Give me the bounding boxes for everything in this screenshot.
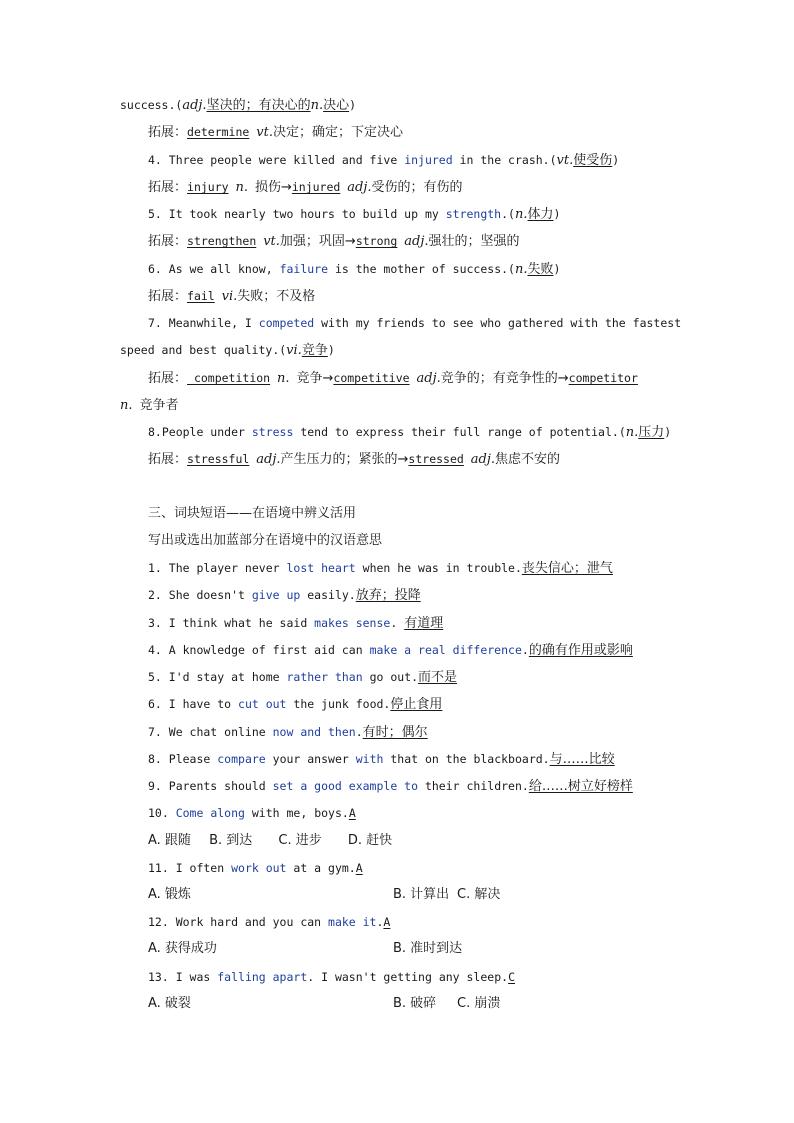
vocab-line-6: 拓展：strengthen vt.加强；巩固→strong adj.强壮的；坚强的 [148, 234, 520, 249]
section-instruction: 写出或选出加蓝部分在语境中的汉语意思 [148, 533, 383, 548]
phrase-item-5: 5. I'd stay at home rather than go out.而不是 [148, 670, 458, 685]
mc-option: A. 锻炼 [148, 887, 191, 902]
highlighted-phrase: falling apart [217, 970, 308, 984]
answer-word: strengthen [187, 234, 257, 248]
answer-text: 丧失信心；泄气 [521, 561, 613, 576]
answer-text: 决心 [323, 98, 350, 113]
answer-text: 体力 [527, 207, 554, 222]
mc-question-11: 11. I often work out at a gym.A [148, 861, 363, 875]
phrase-item-2: 2. She doesn't give up easily.放弃；投降 [148, 588, 421, 603]
phrase-item-7: 7. We chat online now and then.有时；偶尔 [148, 725, 428, 740]
answer-text: 坚决的；有决心的 [206, 98, 311, 113]
answer-text: 使受伤 [573, 153, 613, 168]
answer-word: stressed [408, 452, 464, 466]
vocab-line-9: 7. Meanwhile, I competed with my friends to see who gathered with the fastest [148, 316, 682, 330]
answer-text: 放弃；投降 [355, 588, 421, 603]
answer-word: competition [187, 371, 271, 385]
highlighted-phrase: set a good example to [272, 779, 419, 793]
highlighted-phrase: now and then [272, 725, 356, 739]
highlighted-phrase: compare [217, 752, 266, 766]
phrase-item-1: 1. The player never lost heart when he was in trouble.丧失信心；泄气 [148, 561, 613, 576]
vocab-line-2: 拓展：determine vt.决定；确定；下定决心 [148, 125, 403, 140]
answer-word: stressful [187, 452, 250, 466]
answer-word: injury [187, 180, 229, 194]
highlighted-word: strength [445, 207, 502, 221]
phrase-item-6: 6. I have to cut out the junk food.停止食用 [148, 697, 443, 712]
highlighted-phrase: cut out [238, 697, 287, 711]
answer-letter: A [383, 915, 391, 929]
mc-question-10: 10. Come along with me, boys.A [148, 806, 356, 820]
answer-text: 与……比较 [549, 752, 615, 767]
mc-question-12: 12. Work hard and you can make it.A [148, 915, 391, 929]
highlighted-word: failure [279, 262, 329, 276]
answer-text: 失败 [527, 262, 554, 277]
vocab-line-1: success.(adj.坚决的；有决心的n.决心) [120, 98, 357, 113]
highlighted-phrase: rather than [286, 670, 363, 684]
phrase-item-4: 4. A knowledge of first aid can make a real difference.的确有作用或影响 [148, 643, 633, 658]
answer-text: 有道理 [404, 616, 444, 631]
vocab-line-13: 8.People under stress tend to express their full range of potential.(n.压力) [148, 425, 672, 440]
vocab-line-5: 5. It took nearly two hours to build up my strength.(n.体力) [148, 207, 561, 222]
highlighted-phrase: lost heart [286, 561, 356, 575]
mc-option: B. 准时到达 [393, 941, 463, 956]
vocab-line-10: speed and best quality.(vi.竞争) [120, 343, 335, 358]
answer-text: 而不是 [418, 670, 458, 685]
answer-word: fail [187, 289, 215, 303]
phrase-item-8: 8. Please compare your answer with that on the blackboard.与……比较 [148, 752, 615, 767]
highlighted-word: injured [404, 153, 453, 167]
highlighted-phrase: makes sense [314, 616, 391, 630]
vocab-line-3: 4. Three people were killed and five injured in the crash.(vt.使受伤) [148, 153, 620, 168]
mc-option: C. 崩溃 [457, 996, 501, 1011]
mc-options-10 [148, 833, 392, 849]
mc-option: B. 破碎 [393, 996, 437, 1011]
mc-question-13: 13. I was falling apart. I wasn't getting any sleep.C [148, 970, 515, 984]
mc-option: A. 破裂 [148, 996, 191, 1011]
answer-word: injured [291, 180, 341, 194]
option: B. 到达 [209, 833, 253, 848]
answer-letter: C [508, 970, 515, 984]
answer-word: determine [187, 125, 250, 139]
vocab-line-8: 拓展：fail vi.失败；不及格 [148, 289, 316, 304]
answer-text: 竞争 [301, 343, 328, 358]
answer-letter: A [355, 861, 363, 875]
vocab-line-7: 6. As we all know, failure is the mother of success.(n.失败) [148, 262, 561, 277]
highlighted-phrase: Come along [175, 806, 245, 820]
phrase-item-3: 3. I think what he said makes sense. 有道理 [148, 616, 444, 631]
highlighted-phrase: give up [251, 588, 301, 602]
mc-option: B. 计算出 [393, 887, 450, 902]
answer-letter: A [348, 806, 356, 820]
vocab-line-4: 拓展：injury n. 损伤→injured adj.受伤的；有伤的 [148, 180, 463, 195]
highlighted-phrase: make a real difference [369, 643, 522, 657]
answer-word: competitive [333, 371, 410, 385]
vocab-line-12: n. 竞争者 [120, 398, 179, 413]
vocab-line-11: 拓展： competition n. 竞争→competitive adj.竞争的；有竞争性的→competitor [148, 371, 638, 386]
option: C. 进步 [278, 833, 322, 848]
mc-option: A. 获得成功 [148, 941, 217, 956]
highlighted-phrase: with [355, 752, 384, 766]
mc-option: C. 解决 [457, 887, 501, 902]
answer-word: strong [355, 234, 398, 248]
vocab-line-14: 拓展：stressful adj.产生压力的；紧张的→stressed adj.焦虑不安的 [148, 452, 561, 467]
highlighted-phrase: make it [328, 915, 377, 929]
answer-text: 压力 [638, 425, 665, 440]
highlighted-phrase: work out [231, 861, 287, 875]
highlighted-word: stress [251, 425, 294, 439]
answer-text: 有时；偶尔 [362, 725, 428, 740]
answer-text: 停止食用 [390, 697, 443, 712]
option: D. 赶快 [347, 833, 393, 848]
option: A. 跟随 [148, 833, 191, 848]
section-heading: 三、词块短语——在语境中辨义活用 [148, 506, 357, 521]
answer-text: 的确有作用或影响 [528, 643, 633, 658]
highlighted-word: competed [258, 316, 315, 330]
phrase-item-9: 9. Parents should set a good example to their children.给……树立好榜样 [148, 779, 633, 794]
answer-word: competitor [568, 371, 638, 385]
answer-text: 给……树立好榜样 [528, 779, 633, 794]
